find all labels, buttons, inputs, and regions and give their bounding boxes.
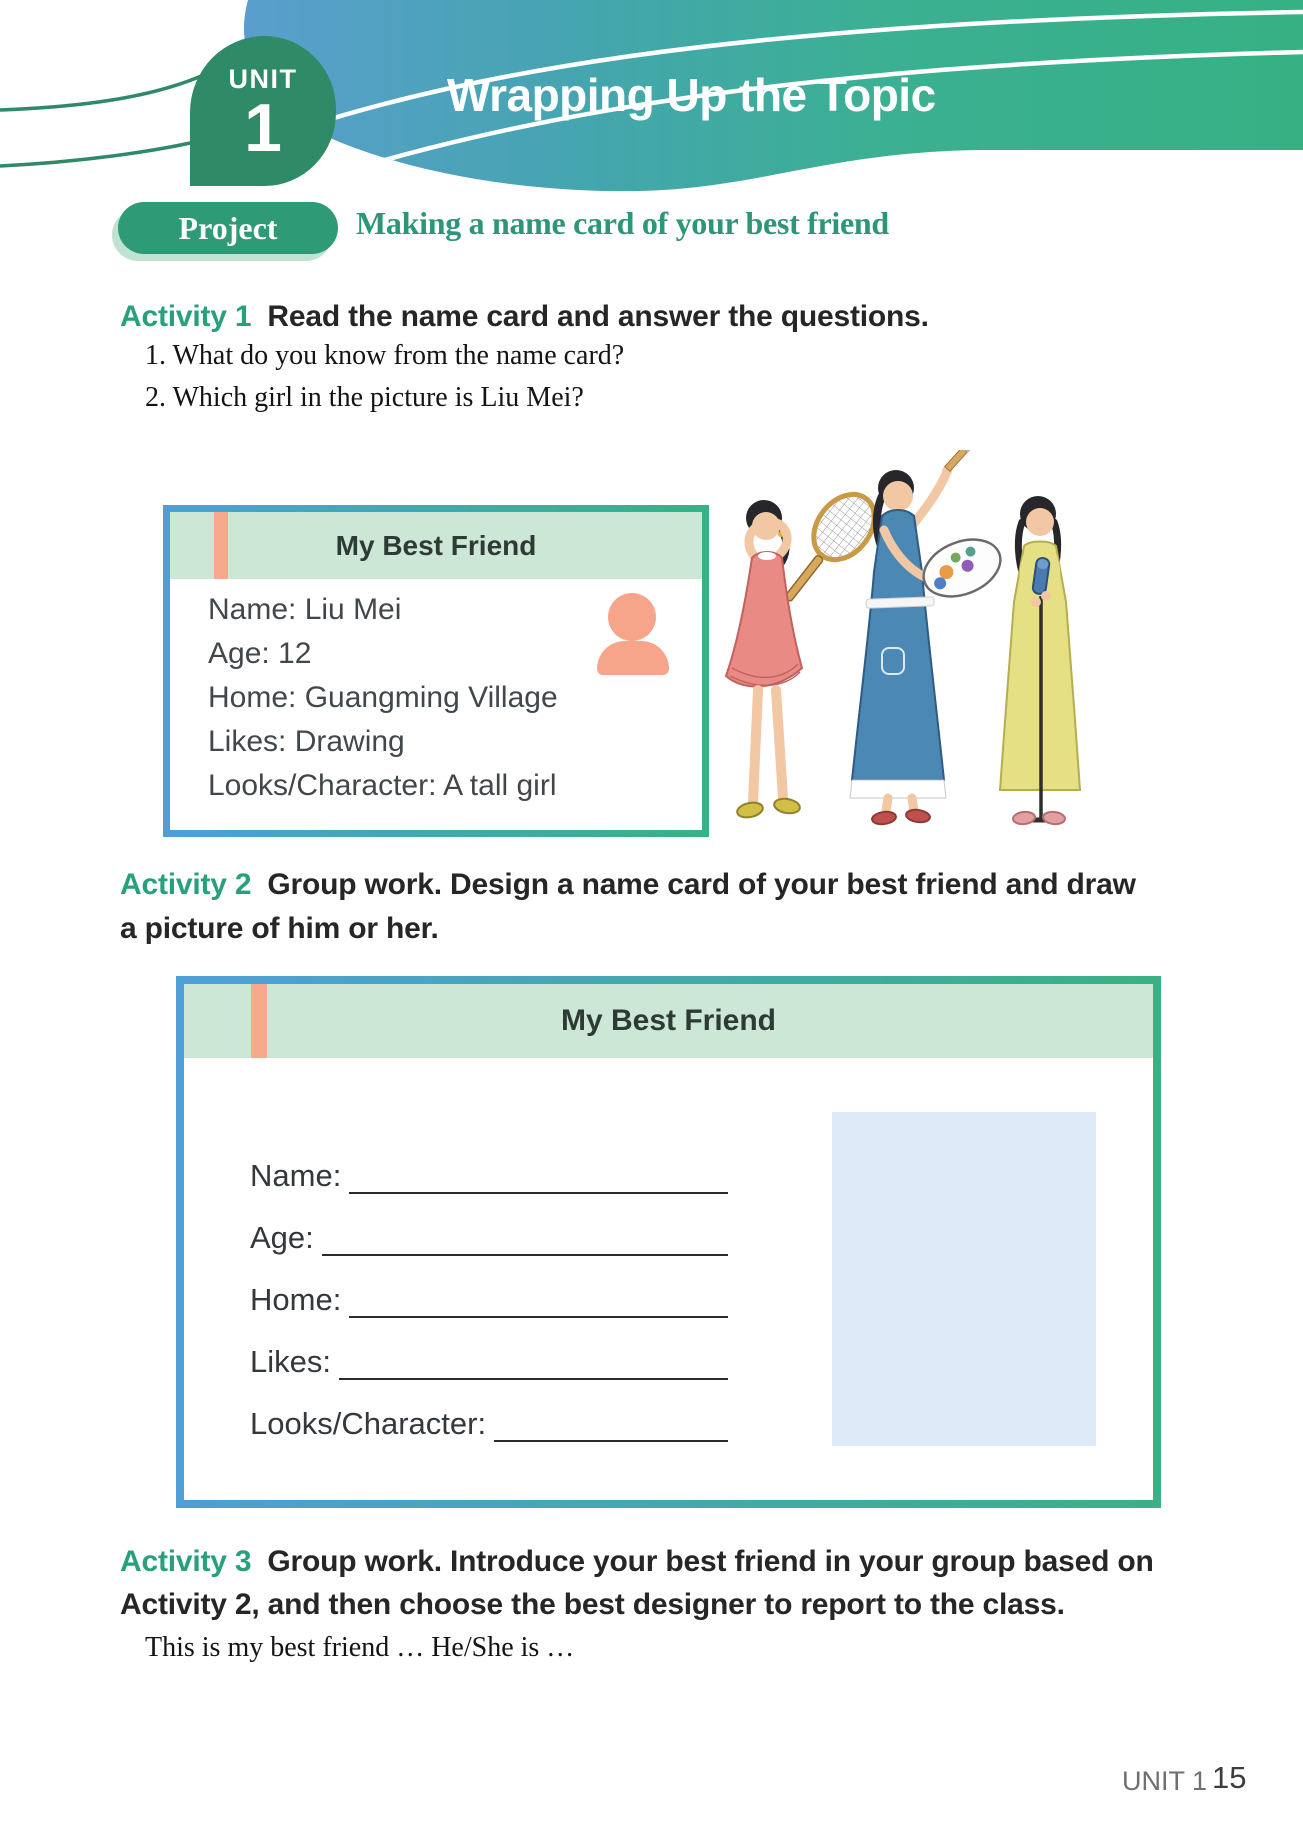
footer-page-number: 15 bbox=[1212, 1760, 1247, 1795]
name-card-example bbox=[163, 505, 709, 837]
decorative-green-curves bbox=[0, 74, 206, 166]
activity1-heading bbox=[120, 300, 929, 334]
blank-field-likes bbox=[250, 1336, 728, 1380]
page-title: Wrapping Up the Topic bbox=[447, 69, 936, 121]
blank-field-name bbox=[250, 1150, 728, 1194]
card-field-home: Home: Guangming Village bbox=[208, 681, 558, 714]
write-in-line bbox=[339, 1344, 728, 1380]
write-in-line bbox=[322, 1220, 728, 1256]
salmon-accent-bar bbox=[214, 512, 228, 579]
activity3-label: Activity 3 bbox=[120, 1545, 252, 1578]
field-label: Likes: bbox=[250, 1344, 331, 1379]
activity1-question-1: 1. What do you know from the name card? bbox=[145, 340, 625, 371]
name-card-blank bbox=[176, 976, 1161, 1508]
card-field-age: Age: 12 bbox=[208, 637, 312, 670]
activity2-heading-line1 bbox=[120, 868, 1136, 902]
blank-field-looks bbox=[250, 1398, 728, 1442]
activity2-text-line1: Group work. Design a name card of your best friend and draw bbox=[267, 868, 1136, 901]
three-girls-illustration bbox=[700, 450, 1120, 835]
person-icon-body bbox=[597, 641, 669, 675]
unit-label: UNIT bbox=[228, 63, 298, 94]
blank-field-home bbox=[250, 1274, 728, 1318]
card-field-likes: Likes: Drawing bbox=[208, 725, 405, 758]
blank-field-age bbox=[250, 1212, 728, 1256]
activity1-label: Activity 1 bbox=[120, 300, 252, 333]
field-label: Looks/Character: bbox=[250, 1406, 487, 1441]
activity3-example-sentence: This is my best friend … He/She is … bbox=[145, 1632, 575, 1663]
paint-palette-icon bbox=[915, 529, 1009, 607]
activity2-heading-line2: a picture of him or her. bbox=[120, 912, 439, 945]
project-title: Making a name card of your best friend bbox=[356, 205, 889, 241]
card-field-looks: Looks/Character: A tall girl bbox=[208, 769, 557, 802]
activity1-text: Read the name card and answer the questions. bbox=[267, 300, 929, 333]
activity1-question-2: 2. Which girl in the picture is Liu Mei? bbox=[145, 382, 584, 413]
field-label: Home: bbox=[250, 1282, 342, 1317]
unit-badge bbox=[190, 36, 336, 186]
write-in-line bbox=[349, 1158, 728, 1194]
project-badge bbox=[118, 202, 338, 254]
write-in-line bbox=[494, 1406, 728, 1442]
blank-card-header bbox=[184, 984, 1153, 1058]
salmon-accent-bar bbox=[251, 984, 267, 1058]
unit-number: 1 bbox=[244, 89, 282, 166]
activity3-heading-line2: Activity 2, and then choose the best designer to report to the class. bbox=[120, 1588, 1065, 1621]
blank-card-title: My Best Friend bbox=[560, 1004, 777, 1037]
write-in-line bbox=[349, 1282, 728, 1318]
project-badge-label: Project bbox=[178, 209, 278, 246]
activity2-label: Activity 2 bbox=[120, 868, 252, 901]
activity3-heading-line1 bbox=[120, 1545, 1154, 1579]
activity3-text-line1: Group work. Introduce your best friend in your group based on bbox=[267, 1545, 1154, 1578]
field-label: Age: bbox=[250, 1220, 314, 1255]
name-card-header bbox=[170, 512, 702, 579]
paintbrush-icon bbox=[944, 450, 978, 472]
drawing-placeholder-box bbox=[832, 1112, 1096, 1446]
name-card-details bbox=[208, 588, 558, 808]
person-icon bbox=[608, 593, 656, 641]
name-card-title: My Best Friend bbox=[335, 529, 537, 561]
footer-unit-label: UNIT 1 bbox=[1122, 1766, 1208, 1796]
card-field-name: Name: Liu Mei bbox=[208, 593, 402, 626]
field-label: Name: bbox=[250, 1158, 342, 1193]
girl-singing-with-microphone bbox=[1000, 496, 1080, 825]
